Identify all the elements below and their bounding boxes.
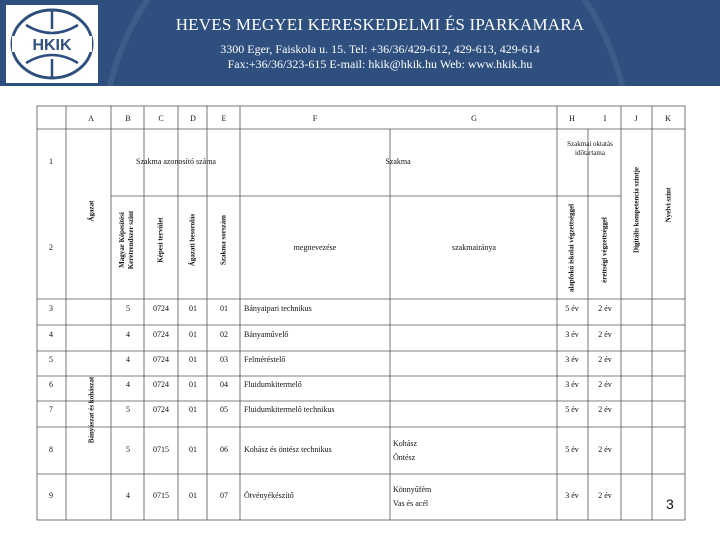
cell-szakmairany: Kohász Öntész — [393, 439, 417, 462]
cell-szakma-name: Ötvényékészítő — [244, 491, 294, 500]
cell-row-num: 7 — [49, 405, 53, 414]
header-azonosito: Szakma azonosító száma — [136, 157, 216, 166]
cell-alapfoku: 3 év — [565, 330, 579, 339]
header-szakma: Szakma — [385, 157, 411, 166]
cell-sorszam: 05 — [220, 405, 228, 414]
cell-sorszam: 02 — [220, 330, 228, 339]
cell-sorszam: 03 — [220, 355, 228, 364]
cell-erettsegi: 2 év — [598, 304, 612, 313]
cell-agazati: 01 — [189, 330, 197, 339]
cell-sorszam: 06 — [220, 445, 228, 454]
col-letter-a: A — [88, 114, 94, 123]
cell-erettsegi: 2 év — [598, 405, 612, 414]
cell-erettsegi: 2 év — [598, 355, 612, 364]
cell-szakmairany: Könnyűfém Vas és acél — [393, 485, 432, 508]
cell-alapfoku: 5 év — [565, 304, 579, 313]
cell-alapfoku: 3 év — [565, 380, 579, 389]
header-magyar-kkr: Magyar Képesítési Keretrendszer szint — [118, 210, 135, 270]
cell-szakma-name: Felméréstelő — [244, 355, 286, 364]
col-letter-c: C — [158, 114, 164, 123]
header-sorszam: Szakma sorszám — [219, 215, 228, 265]
cell-erettsegi: 2 év — [598, 380, 612, 389]
cell-row-num: 6 — [49, 380, 53, 389]
header-kepzesi-ido: Szakmai oktatás időtartama — [567, 140, 613, 157]
cell-szakma-name: Fluidumkitermelő — [244, 380, 302, 389]
cell-sorszam: 01 — [220, 304, 228, 313]
cell-mkkr: 5 — [126, 304, 130, 313]
cell-agazati: 01 — [189, 380, 197, 389]
cell-row-num: 8 — [49, 445, 53, 454]
logo-text: HKIK — [32, 37, 72, 54]
cell-row-num: 5 — [49, 355, 53, 364]
cell-row-num: 9 — [49, 491, 53, 500]
cell-erettsegi: 2 év — [598, 445, 612, 454]
cell-alapfoku: 3 év — [565, 491, 579, 500]
group-label-banyaszat: Bányászat és kohászat — [87, 376, 96, 444]
cell-agazati: 01 — [189, 405, 197, 414]
header-digitalis: Digitális kompetencia szintje — [632, 167, 641, 253]
col-letter-g: G — [471, 114, 477, 123]
cell-sorszam: 04 — [220, 380, 228, 389]
cell-szakma-name: Bányaipari technikus — [244, 304, 312, 313]
header-agazati: Ágazati besorolás — [188, 213, 197, 267]
cell-erettsegi: 2 év — [598, 330, 612, 339]
chamber-title: HEVES MEGYEI KERESKEDELMI ÉS IPARKAMARA — [175, 15, 585, 34]
cell-kepesi: 0724 — [153, 355, 169, 364]
contact-line: Fax:+36/36/323-615 E-mail: hkik@hkik.hu Web: www.hkik.hu — [227, 57, 533, 71]
cell-kepesi: 0715 — [153, 445, 169, 454]
header-alapfoku: alapfokú iskolai végzettséggel — [567, 203, 576, 293]
cell-mkkr: 4 — [126, 491, 130, 500]
cell-alapfoku: 5 év — [565, 445, 579, 454]
cell-mkkr: 5 — [126, 445, 130, 454]
col-letter-f: F — [312, 114, 318, 123]
cell-szakma-name: Kohász és öntész technikus — [244, 445, 332, 454]
header-nyelvi: Nyelvi szint — [664, 187, 673, 223]
cell-mkkr: 4 — [126, 355, 130, 364]
cell-kepesi: 0724 — [153, 330, 169, 339]
row-number-2: 2 — [49, 243, 53, 252]
cell-szakma-name: Bányaművelő — [244, 330, 289, 339]
cell-row-num: 4 — [49, 330, 53, 339]
page-number: 3 — [666, 496, 674, 512]
cell-kepesi: 0724 — [153, 380, 169, 389]
cell-mkkr: 5 — [126, 405, 130, 414]
cell-mkkr: 4 — [126, 330, 130, 339]
col-letter-i: I — [603, 114, 607, 123]
cell-row-num: 3 — [49, 304, 53, 313]
cell-agazati: 01 — [189, 355, 197, 364]
cell-sorszam: 07 — [220, 491, 228, 500]
header-erettsegi: érettségi végzettséggel — [600, 217, 609, 283]
col-letter-j: J — [634, 114, 638, 123]
cell-alapfoku: 5 év — [565, 405, 579, 414]
header-szakmairany: szakmairánya — [452, 243, 496, 252]
cell-kepesi: 0724 — [153, 405, 169, 414]
header-megnevezese: megnevezése — [293, 243, 337, 252]
cell-szakma-name: Fluidumkitermelő technikus — [244, 405, 335, 414]
col-letter-h: H — [569, 114, 575, 123]
cell-alapfoku: 3 év — [565, 355, 579, 364]
col-letter-e: E — [221, 114, 227, 123]
col-letter-d: D — [190, 114, 196, 123]
address-line: 3300 Eger, Faiskola u. 15. Tel: +36/36/429-612, 429-613, 429-614 — [220, 42, 540, 56]
cell-kepesi: 0715 — [153, 491, 169, 500]
cell-kepesi: 0724 — [153, 304, 169, 313]
row-number-1: 1 — [49, 157, 53, 166]
cell-agazati: 01 — [189, 304, 197, 313]
cell-agazati: 01 — [189, 445, 197, 454]
header-kepesi: Képesi tervület — [156, 217, 165, 263]
col-letter-k: K — [665, 114, 671, 123]
cell-erettsegi: 2 év — [598, 491, 612, 500]
cell-agazati: 01 — [189, 491, 197, 500]
cell-mkkr: 4 — [126, 380, 130, 389]
col-letter-b: B — [125, 114, 131, 123]
header-agazat: Ágazat — [87, 200, 96, 222]
